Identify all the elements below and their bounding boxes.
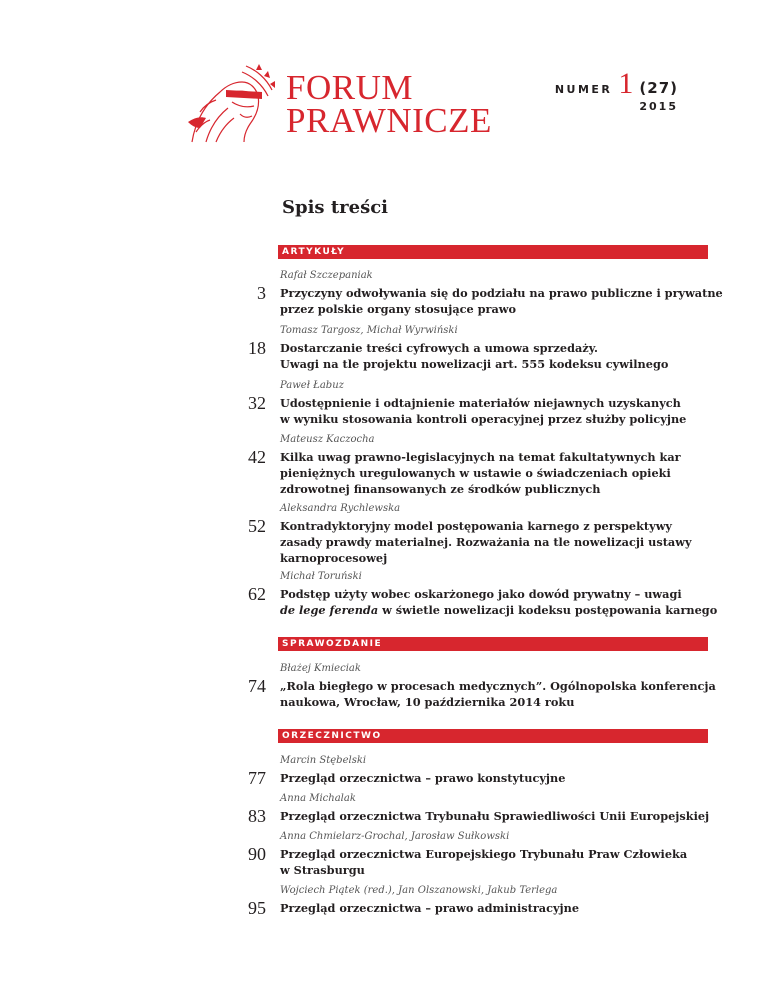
entry-title-line: „Rola biegłego w procesach medycznych”. Ogólnopolska konferencja bbox=[280, 679, 716, 693]
entry-title-line: Podstęp użyty wobec oskarżonego jako dowód prywatny – uwagi bbox=[280, 587, 682, 601]
entry-title-line bbox=[280, 602, 720, 618]
issue-number: 1 bbox=[618, 67, 634, 100]
issue-info bbox=[554, 67, 678, 113]
entry-title-line: pieniężnych uregulowanych w ustawie o świadczeniach opieki bbox=[280, 466, 671, 480]
entry-author: Aleksandra Rychlewska bbox=[280, 503, 401, 514]
entry-title-italic: de lege ferenda bbox=[280, 603, 379, 617]
entry-author: Mateusz Kaczocha bbox=[280, 434, 375, 445]
entry-title[interactable] bbox=[280, 900, 720, 916]
entry-author: Paweł Łabuz bbox=[280, 380, 344, 391]
entry-title[interactable] bbox=[280, 770, 720, 786]
entry-author: Anna Michalak bbox=[280, 793, 356, 804]
entry-title[interactable] bbox=[280, 285, 723, 317]
issue-label: NUMER bbox=[554, 83, 613, 96]
entry-page-number: 83 bbox=[248, 806, 266, 826]
journal-title-line2: PRAWNICZE bbox=[286, 101, 492, 140]
entry-page-number: 74 bbox=[248, 676, 266, 696]
entry-title-line: zasady prawdy materialnej. Rozważania na tle nowelizacji ustawy bbox=[280, 535, 692, 549]
entry-page-number: 18 bbox=[248, 338, 266, 358]
entry-title[interactable] bbox=[280, 518, 720, 566]
issue-total-number: (27) bbox=[639, 79, 678, 97]
entry-title-line: naukowa, Wrocław, 10 października 2014 roku bbox=[280, 695, 575, 709]
entry-title[interactable] bbox=[280, 808, 720, 824]
entry-title-line: zdrowotnej finansowanych ze środków publicznych bbox=[280, 482, 601, 496]
journal-title-line1: FORUM bbox=[286, 68, 413, 107]
entry-author: Błażej Kmieciak bbox=[280, 663, 361, 674]
entry-page-number: 90 bbox=[248, 844, 266, 864]
entry-title-line: Przyczyny odwoływania się do podziału na prawo publiczne i prywatne bbox=[280, 286, 723, 300]
section-bar-articles: ARTYKUŁY bbox=[278, 245, 708, 259]
entry-title-line: Przegląd orzecznictwa – prawo administracyjne bbox=[280, 901, 580, 915]
toc-heading: Spis treści bbox=[282, 197, 389, 218]
section-bar-case-law: ORZECZNICTWO bbox=[278, 729, 708, 743]
entry-title[interactable] bbox=[280, 586, 720, 618]
entry-title-line: Kontradyktoryjny model postępowania karnego z perspektywy bbox=[280, 519, 672, 533]
entry-title-line: Kilka uwag prawno-legislacyjnych na temat fakultatywnych kar bbox=[280, 450, 681, 464]
entry-page-number: 3 bbox=[257, 283, 266, 303]
entry-title-line: karnoprocesowej bbox=[280, 551, 388, 565]
entry-author: Rafał Szczepaniak bbox=[280, 270, 373, 281]
entry-author: Anna Chmielarz-Grochal, Jarosław Sułkowski bbox=[280, 831, 510, 842]
entry-title-line: Udostępnienie i odtajnienie materiałów niejawnych uzyskanych bbox=[280, 396, 681, 410]
entry-author: Michał Toruński bbox=[280, 571, 362, 582]
entry-title-rest: w świetle nowelizacji kodeksu postępowania karnego bbox=[378, 603, 718, 617]
section-bar-report: SPRAWOZDANIE bbox=[278, 637, 708, 651]
entry-title-line: w Strasburgu bbox=[280, 863, 365, 877]
entry-page-number: 77 bbox=[248, 768, 266, 788]
entry-title-line: Dostarczanie treści cyfrowych a umowa sprzedaży. bbox=[280, 341, 598, 355]
entry-title-line: w wyniku stosowania kontroli operacyjnej przez służby policyjne bbox=[280, 412, 687, 426]
issue-year: 2015 bbox=[639, 100, 678, 113]
entry-title-line: Przegląd orzecznictwa Europejskiego Trybunału Praw Człowieka bbox=[280, 847, 688, 861]
entry-page-number: 32 bbox=[248, 393, 266, 413]
justitia-blindfold-logo bbox=[186, 62, 278, 144]
journal-masthead bbox=[286, 68, 492, 140]
entry-title-line: Przegląd orzecznictwa Trybunału Sprawiedliwości Unii Europejskiej bbox=[280, 809, 710, 823]
entry-author: Wojciech Piątek (red.), Jan Olszanowski, Jakub Terlega bbox=[280, 885, 558, 896]
entry-title-line: Przegląd orzecznictwa – prawo konstytucyjne bbox=[280, 771, 566, 785]
entry-author: Tomasz Targosz, Michał Wyrwiński bbox=[280, 325, 458, 336]
entry-title[interactable] bbox=[280, 395, 720, 427]
entry-title-line: przez polskie organy stosujące prawo bbox=[280, 302, 517, 316]
entry-title[interactable] bbox=[280, 678, 720, 710]
entry-title[interactable] bbox=[280, 449, 720, 497]
entry-title-line: Uwagi na tle projektu nowelizacji art. 555 kodeksu cywilnego bbox=[280, 357, 669, 371]
entry-title[interactable] bbox=[280, 340, 720, 372]
entry-author: Marcin Stębelski bbox=[280, 755, 367, 766]
entry-title[interactable] bbox=[280, 846, 720, 878]
entry-page-number: 62 bbox=[248, 584, 266, 604]
entry-page-number: 42 bbox=[248, 447, 266, 467]
entry-page-number: 95 bbox=[248, 898, 266, 918]
entry-page-number: 52 bbox=[248, 516, 266, 536]
